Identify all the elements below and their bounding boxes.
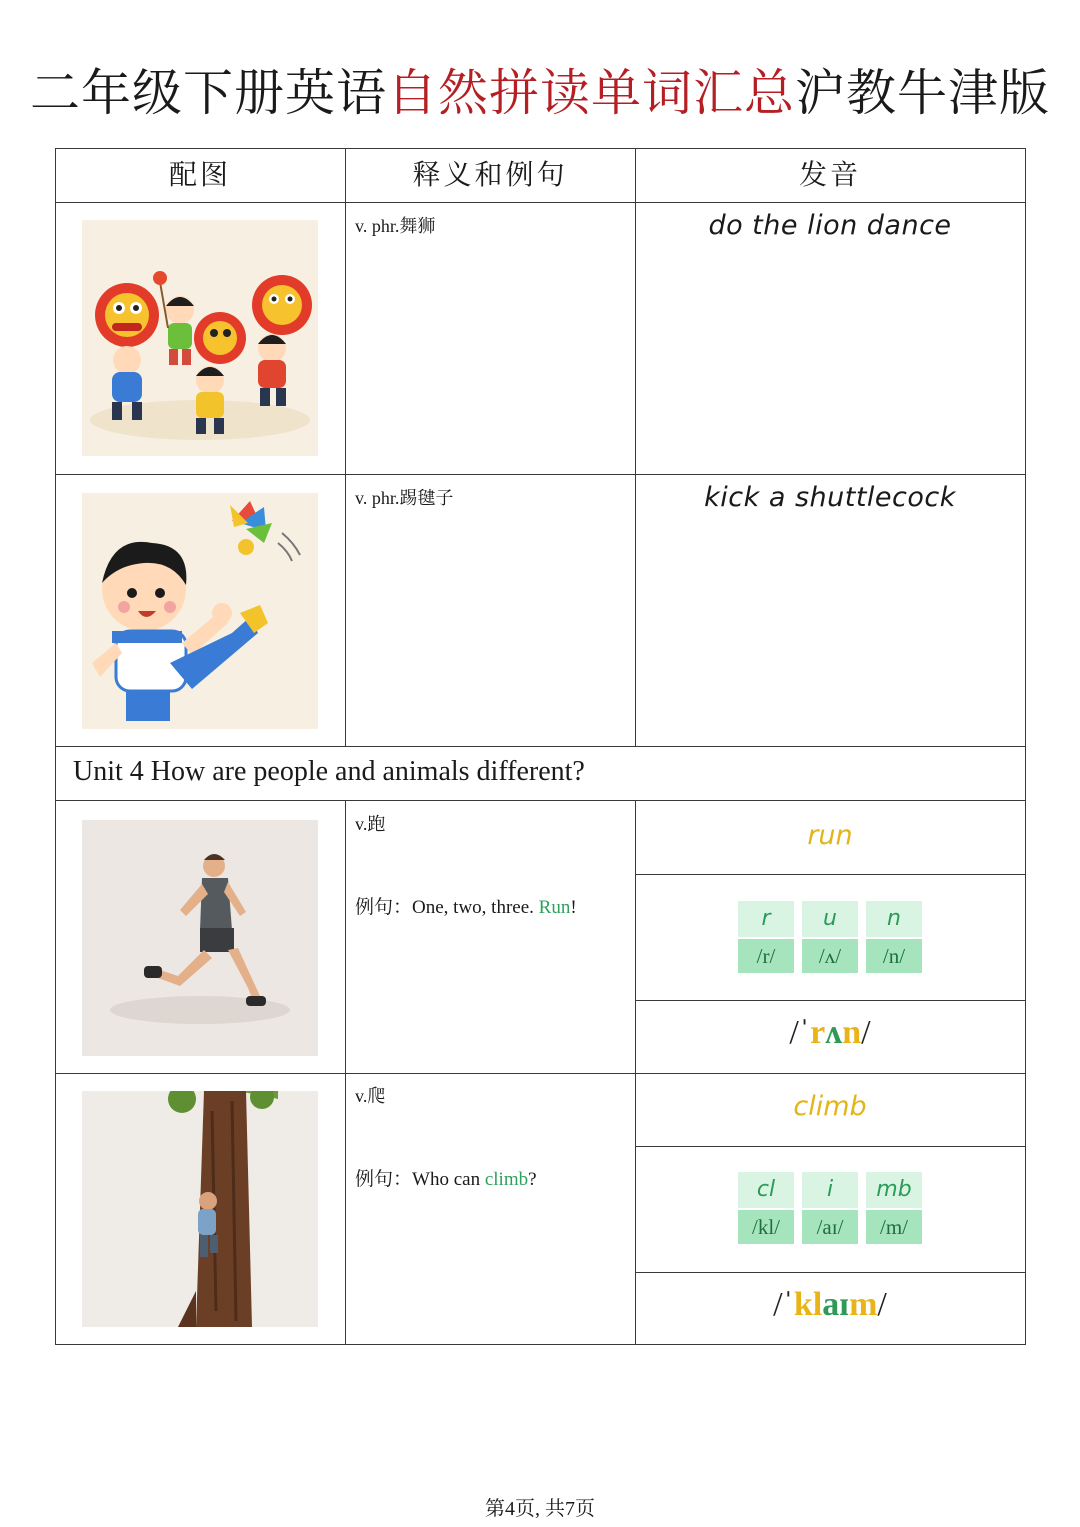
- ipa-part-c: m: [849, 1286, 878, 1323]
- phonics-tile: [738, 901, 794, 973]
- phonics-tile: [802, 1172, 858, 1244]
- title-part-1: 二年级下册英语: [30, 64, 387, 122]
- lion-dance-illustration: [82, 220, 318, 456]
- example-text: Who can: [412, 1169, 485, 1190]
- shuttlecock-illustration: [82, 493, 318, 729]
- word-run: run: [807, 820, 853, 851]
- tile-letters: r: [738, 901, 794, 937]
- example-run: [355, 892, 577, 919]
- example-keyword: Run: [538, 897, 571, 918]
- page-footer: 第4页, 共7页: [485, 1498, 595, 1520]
- phonics-tile: [866, 1172, 922, 1244]
- ipa-close: /: [861, 1014, 871, 1051]
- tile-letters: mb: [866, 1172, 922, 1208]
- ipa-part-a: kl: [793, 1286, 823, 1323]
- meaning-climb: v.爬: [355, 1086, 386, 1106]
- ipa-open: /ˈ: [773, 1286, 794, 1323]
- ipa-part-c: n: [842, 1014, 862, 1051]
- title-part-2: 自然拼读单词汇总: [387, 64, 795, 122]
- ipa-close: /: [877, 1286, 887, 1323]
- example-climb: [355, 1164, 537, 1191]
- header-pronunciation: 发音: [798, 158, 861, 191]
- tile-sound: /n/: [866, 939, 922, 973]
- tile-letters: n: [866, 901, 922, 937]
- example-end: !: [570, 897, 577, 918]
- tile-sound: /r/: [738, 939, 794, 973]
- example-text: One, two, three.: [412, 897, 539, 918]
- ipa-run: [635, 1014, 1025, 1052]
- tile-sound: /m/: [866, 1210, 922, 1244]
- ipa-part-b: ʌ: [825, 1014, 843, 1051]
- example-end: ?: [528, 1169, 537, 1190]
- tile-letters: cl: [738, 1172, 794, 1208]
- phrase-lion-dance: do the lion dance: [708, 210, 952, 241]
- phonics-tile: [738, 1172, 794, 1244]
- meaning-run: v.跑: [355, 814, 386, 834]
- climbing-photo: [82, 1091, 318, 1327]
- tile-sound: /ʌ/: [802, 939, 858, 973]
- tile-sound: /aɪ/: [802, 1210, 858, 1244]
- phonics-tile: [866, 901, 922, 973]
- tile-sound: /kl/: [738, 1210, 794, 1244]
- tile-letters: u: [802, 901, 858, 937]
- tile-letters: i: [802, 1172, 858, 1208]
- example-keyword: climb: [484, 1169, 529, 1190]
- phonics-tile: [802, 901, 858, 973]
- header-picture: 配图: [168, 158, 231, 191]
- title-part-3: 沪教牛津版: [795, 64, 1050, 122]
- unit-heading: Unit 4 How are people and animals different?: [73, 756, 585, 787]
- phrase-shuttlecock: kick a shuttlecock: [704, 482, 956, 513]
- ipa-open: /ˈ: [789, 1014, 811, 1051]
- word-climb: climb: [793, 1091, 867, 1122]
- header-meaning: 释义和例句: [412, 158, 568, 191]
- example-label: 例句：: [355, 1169, 413, 1190]
- meaning-lion-dance: v. phr.舞狮: [355, 216, 436, 236]
- ipa-climb: [635, 1286, 1025, 1324]
- meaning-shuttlecock: v. phr.踢毽子: [355, 488, 454, 508]
- vocab-table: [55, 148, 1026, 1345]
- running-photo: [82, 820, 318, 1056]
- page-title: [0, 58, 1080, 128]
- ipa-part-b: aɪ: [822, 1286, 850, 1323]
- ipa-part-a: r: [810, 1014, 826, 1051]
- example-label: 例句：: [355, 897, 413, 918]
